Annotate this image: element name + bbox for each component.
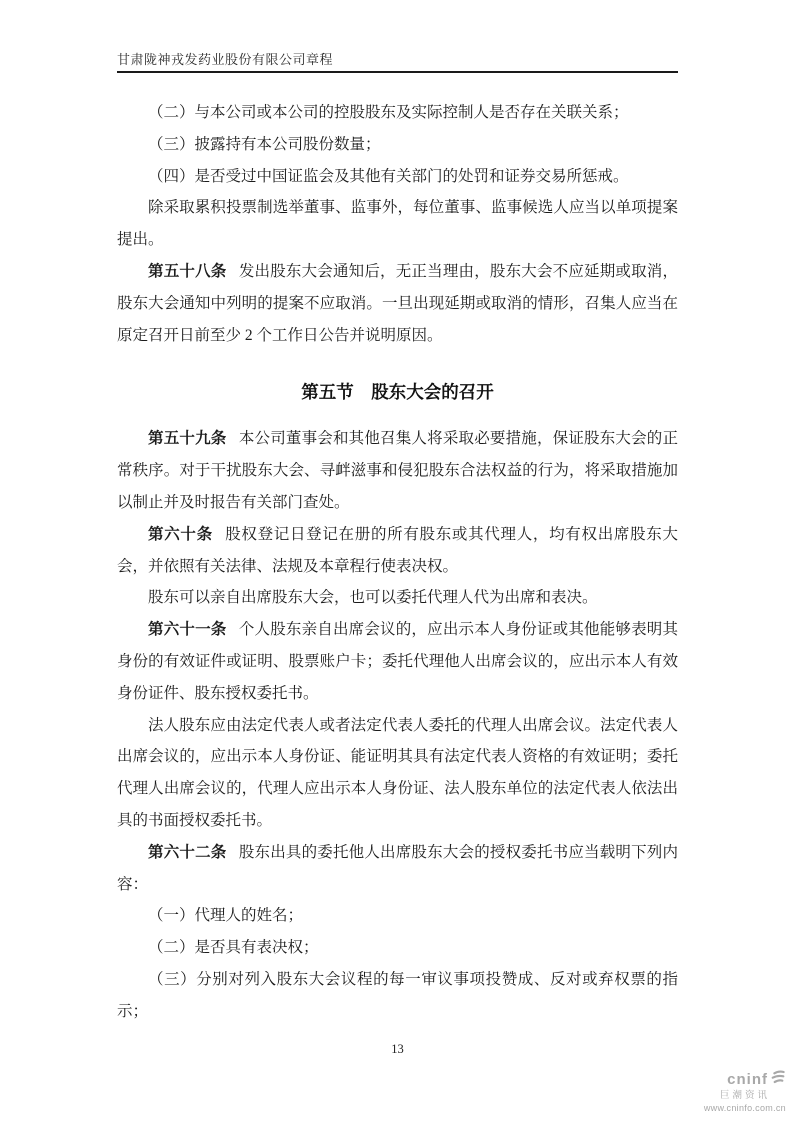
paragraph	[117, 256, 678, 351]
paragraph-text: （三）披露持有本公司股份数量；	[148, 135, 381, 153]
cninfo-logo	[704, 1069, 786, 1113]
document-body	[117, 73, 678, 1028]
paragraph	[117, 900, 678, 932]
paragraph	[117, 161, 678, 193]
paragraph	[117, 837, 678, 901]
paragraph	[117, 192, 678, 256]
paragraph-text: 个人股东亲自出席会议的，应出示本人身份证或其他能够表明其身份的有效证件或证明、股票账户卡；委托代理他人出席会议的，应出示本人有效身份证件、股东授权委托书。	[117, 621, 678, 702]
paragraph-text: （四）是否受过中国证监会及其他有关部门的处罚和证券交易所惩戒。	[148, 167, 629, 185]
article-number: 第六十一条	[148, 621, 227, 639]
paragraph-text: （三）分别对列入股东大会议程的每一审议事项投赞成、反对或弃权票的指示；	[117, 970, 678, 1020]
header-title: 甘肃陇神戎发药业股份有限公司章程	[117, 52, 334, 67]
cninfo-brand-text: cninf	[727, 1070, 768, 1088]
section-title: 股东大会的召开	[371, 382, 494, 403]
cninfo-url: www.cninfo.com.cn	[703, 1102, 786, 1113]
paragraph	[117, 614, 678, 709]
paragraph-text: 发出股东大会通知后，无正当理由，股东大会不应延期或取消，股东大会通知中列明的提案不应取消。一旦出现延期或取消的情形，召集人应当在原定召开日前至少 2 个工作日公告并说明原因。	[117, 262, 678, 344]
article-number: 第五十八条	[148, 262, 227, 280]
paragraph-text: （二）是否具有表决权；	[148, 939, 319, 957]
paragraph-text: 股东出具的委托他人出席股东大会的授权委托书应当载明下列内容：	[117, 843, 678, 893]
paragraph	[117, 129, 678, 161]
cninfo-brand-row	[704, 1069, 786, 1089]
section-heading	[117, 377, 678, 407]
paragraph-text: （二）与本公司或本公司的控股股东及实际控制人是否存在关联关系；	[148, 104, 629, 121]
paragraph-text: 本公司董事会和其他召集人将采取必要措施，保证股东大会的正常秩序。对于干扰股东大会、寻衅滋事和侵犯股东合法权益的行为，将采取措施加以制止并及时报告有关部门查处。	[117, 430, 678, 511]
paragraph	[117, 582, 678, 614]
paragraph-text: 除采取累积投票制选举董事、监事外，每位董事、监事候选人应当以单项提案提出。	[117, 199, 678, 249]
cninfo-brand-cn: 巨潮资讯	[719, 1089, 770, 1101]
paragraph-text: 法人股东应由法定代表人或者法定代表人委托的代理人出席会议。法定代表人出席会议的，应出示本人身份证、能证明其具有法定代表人资格的有效证明；委托代理人出席会议的，代理人应出示本人身份证、法人股东单位的法定代表人依法出具的书面授权委托书。	[117, 716, 678, 829]
section-number: 第五节	[301, 382, 354, 403]
paragraph-text: 股东可以亲自出席股东大会，也可以委托代理人代为出席和表决。	[148, 589, 598, 607]
cninfo-swirl-icon	[770, 1069, 786, 1089]
paragraph	[117, 97, 678, 129]
paragraph-text: （一）代理人的姓名；	[148, 907, 304, 925]
page-header	[117, 0, 678, 73]
paragraph	[117, 710, 678, 837]
article-number: 第六十二条	[148, 843, 227, 861]
paragraph	[117, 519, 678, 583]
paragraph-text: 股权登记日登记在册的所有股东或其代理人，均有权出席股东大会，并依照有关法律、法规及本章程行使表决权。	[117, 525, 678, 575]
article-number: 第五十九条	[148, 430, 227, 448]
content-column	[117, 0, 678, 1057]
page-number: 13	[391, 1041, 404, 1056]
paragraph	[117, 932, 678, 964]
paragraph	[117, 423, 678, 518]
article-number: 第六十条	[148, 525, 213, 543]
paragraph	[117, 964, 678, 1028]
